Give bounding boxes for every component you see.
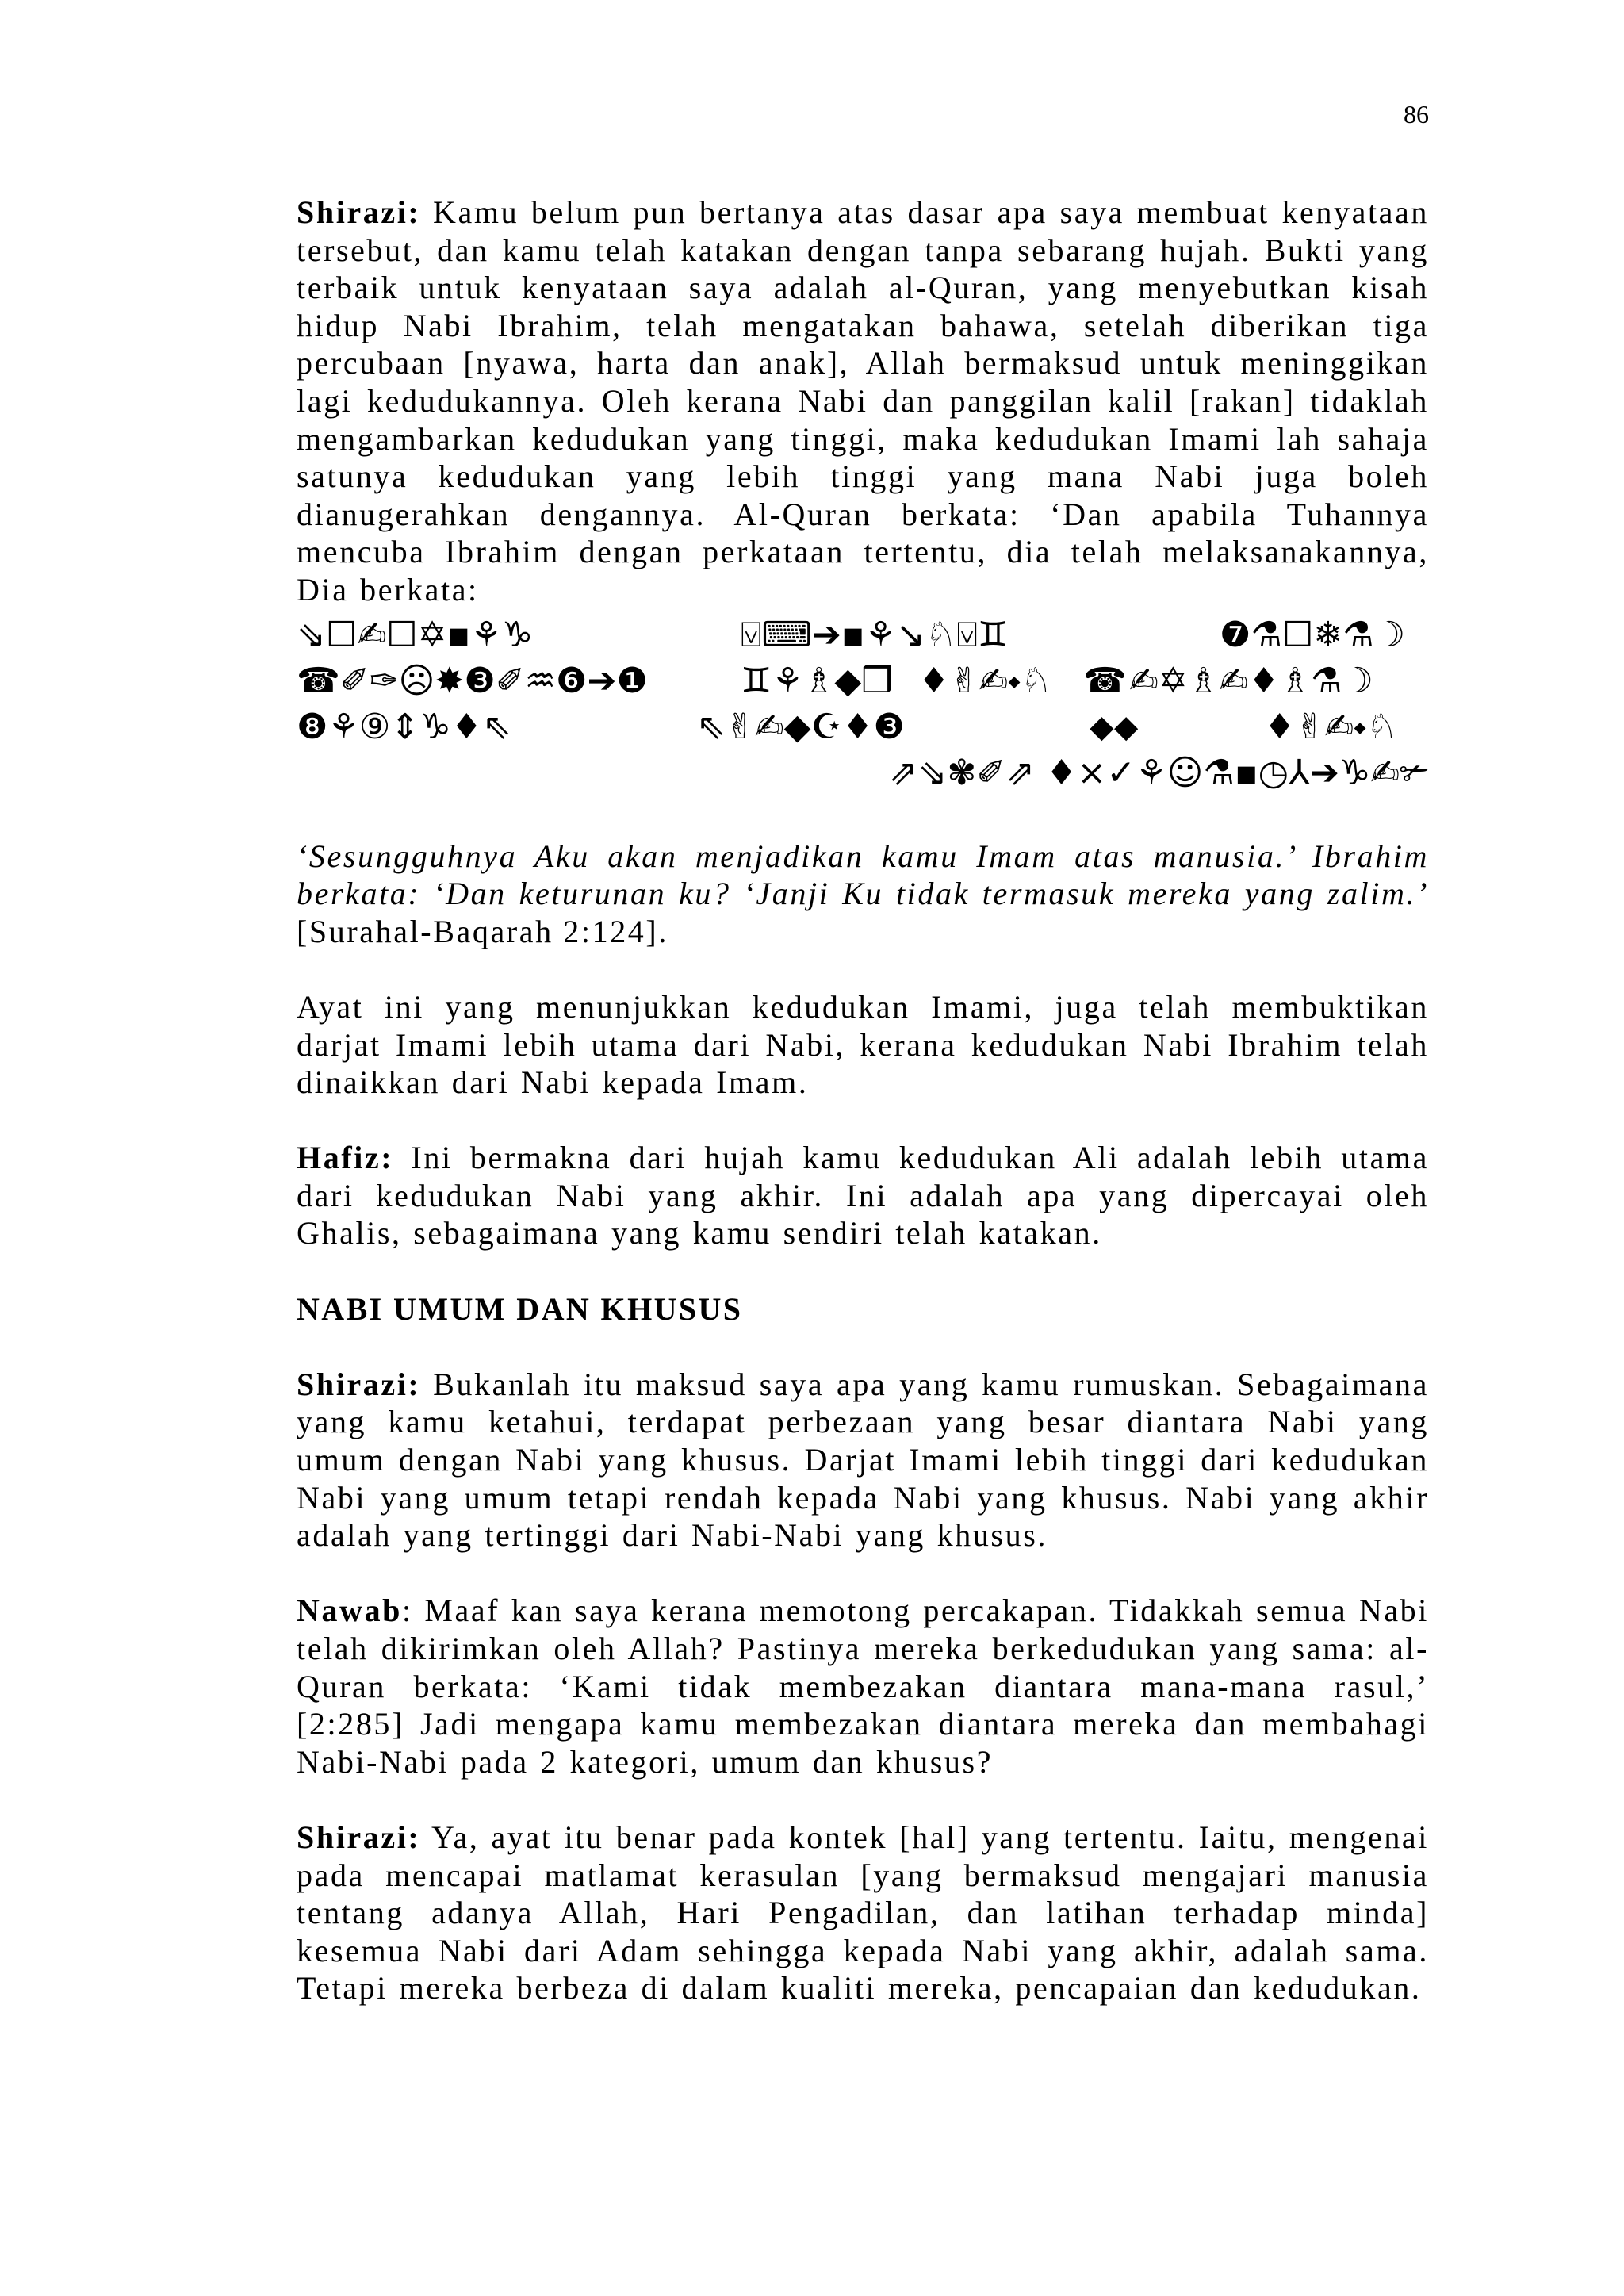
glyph-run: ✍✡♗✍♦♗⚗☽ <box>1129 660 1373 701</box>
verse-reference: [Surahal-Baqarah 2:124]. <box>297 913 668 949</box>
glyph-run: ⇗⇘✾✐⇗ ♦×✓⚘☺⚗▪◷⅄➔♑✍✃ <box>888 752 1429 793</box>
speaker-label: Shirazi: <box>297 194 421 230</box>
glyph-run: ♦✌✍⬩♘ <box>1264 706 1398 747</box>
paragraph-shirazi-2 <box>297 1366 1429 1554</box>
glyph-run: ⍌⌨➔▪⚘↘♘⍌♊ <box>741 614 1009 655</box>
glyph-line <box>297 657 1429 706</box>
glyph-line <box>297 703 1429 752</box>
paragraph-nawab <box>297 1592 1429 1780</box>
glyph-run: ❽⚘⑨⇕♑♦⇖ <box>297 706 511 747</box>
paragraph-shirazi-3 <box>297 1819 1429 2007</box>
speaker-label: Shirazi: <box>297 1819 421 1855</box>
paragraph-text: : Maaf kan saya kerana memotong percakapan. Tidakkah semua Nabi telah dikirimkan oleh Allah? Pastinya mereka berkedudukan yang sama: al-Quran berkata: ‘Kami tidak membezakan diantara mana-mana rasul,’ [2:285] Jadi mengapa kamu membezakan diantara mereka dan membahagi Nabi-Nabi pada 2 kategori, umum dan khusus? <box>297 1593 1429 1780</box>
glyph-run: ♦✌✍⬩♘ <box>918 660 1052 701</box>
paragraph-hafiz <box>297 1139 1429 1252</box>
page-content <box>297 194 1429 2007</box>
glyph-run: ⇘☐✍☐✡▪⚘♑ <box>297 614 534 655</box>
verse-text: ‘Sesungguhnya Aku akan menjadikan kamu Imam atas manusia.’ Ibrahim berkata: ‘Dan keturunan ku? ‘Janji Ku tidak termasuk mereka yang zalim.’ <box>297 838 1429 912</box>
paragraph-ayat <box>297 988 1429 1102</box>
paragraph-text: Bukanlah itu maksud saya apa yang kamu rumuskan. Sebagaimana yang kamu ketahui, terdapat perbezaan yang besar diantara Nabi yang umum dengan Nabi yang khusus. Darjat Imami lebih tinggi dari kedudukan Nabi yang umum tetapi rendah kepada Nabi yang khusus. Nabi yang akhir adalah yang tertinggi dari Nabi-Nabi yang khusus. <box>297 1366 1429 1554</box>
verse-translation <box>297 838 1429 951</box>
glyph-run: ☎ <box>1083 660 1127 701</box>
speaker-label: Nawab <box>297 1593 403 1629</box>
glyph-line <box>297 611 1429 660</box>
quran-verse-glyphs <box>297 611 1429 838</box>
glyph-run: ☎✐✑☹✸❸✐♒❻➔❶ <box>297 660 648 701</box>
glyph-run: ❼⚗☐❄⚗☽ <box>1220 614 1406 655</box>
paragraph-text: Kamu belum pun bertanya atas dasar apa saya membuat kenyataan tersebut, dan kamu telah katakan dengan tanpa sebarang hujah. Bukti yang terbaik untuk kenyataan saya adalah al-Quran, yang menyebutkan kisah hidup Nabi Ibrahim, telah mengatakan bahawa, setelah diberikan tiga percubaan [nyawa, harta dan anak], Allah bermaksud untuk meninggikan lagi kedudukannya. Oleh kerana Nabi dan panggilan kalil [rakan] tidaklah mengambarkan kedudukan yang tinggi, maka kedudukan Imami lah sahaja satunya kedudukan yang lebih tinggi yang mana Nabi juga boleh dianugerahkan dengannya. Al-Quran berkata: ‘Dan apabila Tuhannya mencuba Ibrahim dengan perkataan tertentu, dia telah melaksanakannya, Dia berkata: <box>297 194 1429 608</box>
paragraph-text: Ayat ini yang menunjukkan kedudukan Imami, juga telah membuktikan darjat Imami lebih utama dari Nabi, kerana kedudukan Nabi Ibrahim telah dinaikkan dari Nabi kepada Imam. <box>297 988 1429 1101</box>
glyph-line <box>297 749 1429 798</box>
paragraph-shirazi-1 <box>297 194 1429 609</box>
glyph-run: ♊⚘♗◆❒ <box>741 660 893 701</box>
speaker-label: Hafiz: <box>297 1140 394 1176</box>
paragraph-text: Ini bermakna dari hujah kamu kedudukan Ali adalah lebih utama dari kedudukan Nabi yang akhir. Ini adalah apa yang dipercayai oleh Ghalis, sebagaimana yang kamu sendiri telah katakan. <box>297 1140 1429 1251</box>
speaker-label: Shirazi: <box>297 1366 421 1402</box>
glyph-run: ⇖✌✍◆☪♦❸ <box>696 706 905 747</box>
paragraph-text: Ya, ayat itu benar pada kontek [hal] yang tertentu. Iaitu, mengenai pada mencapai matlamat kerasulan [yang bermaksud mengajari manusia tentang adanya Allah, Hari Pengadilan, dan latihan terhadap minda] kesemua Nabi dari Adam sehingga kepada Nabi yang akhir, adalah sama. Tetapi mereka berbeza di dalam kualiti mereka, pencapaian dan kedudukan. <box>297 1819 1429 2007</box>
page-number: 86 <box>1404 100 1429 128</box>
glyph-run: ⬥⬥ <box>1090 706 1139 747</box>
section-heading: NABI UMUM DAN KHUSUS <box>297 1290 743 1327</box>
